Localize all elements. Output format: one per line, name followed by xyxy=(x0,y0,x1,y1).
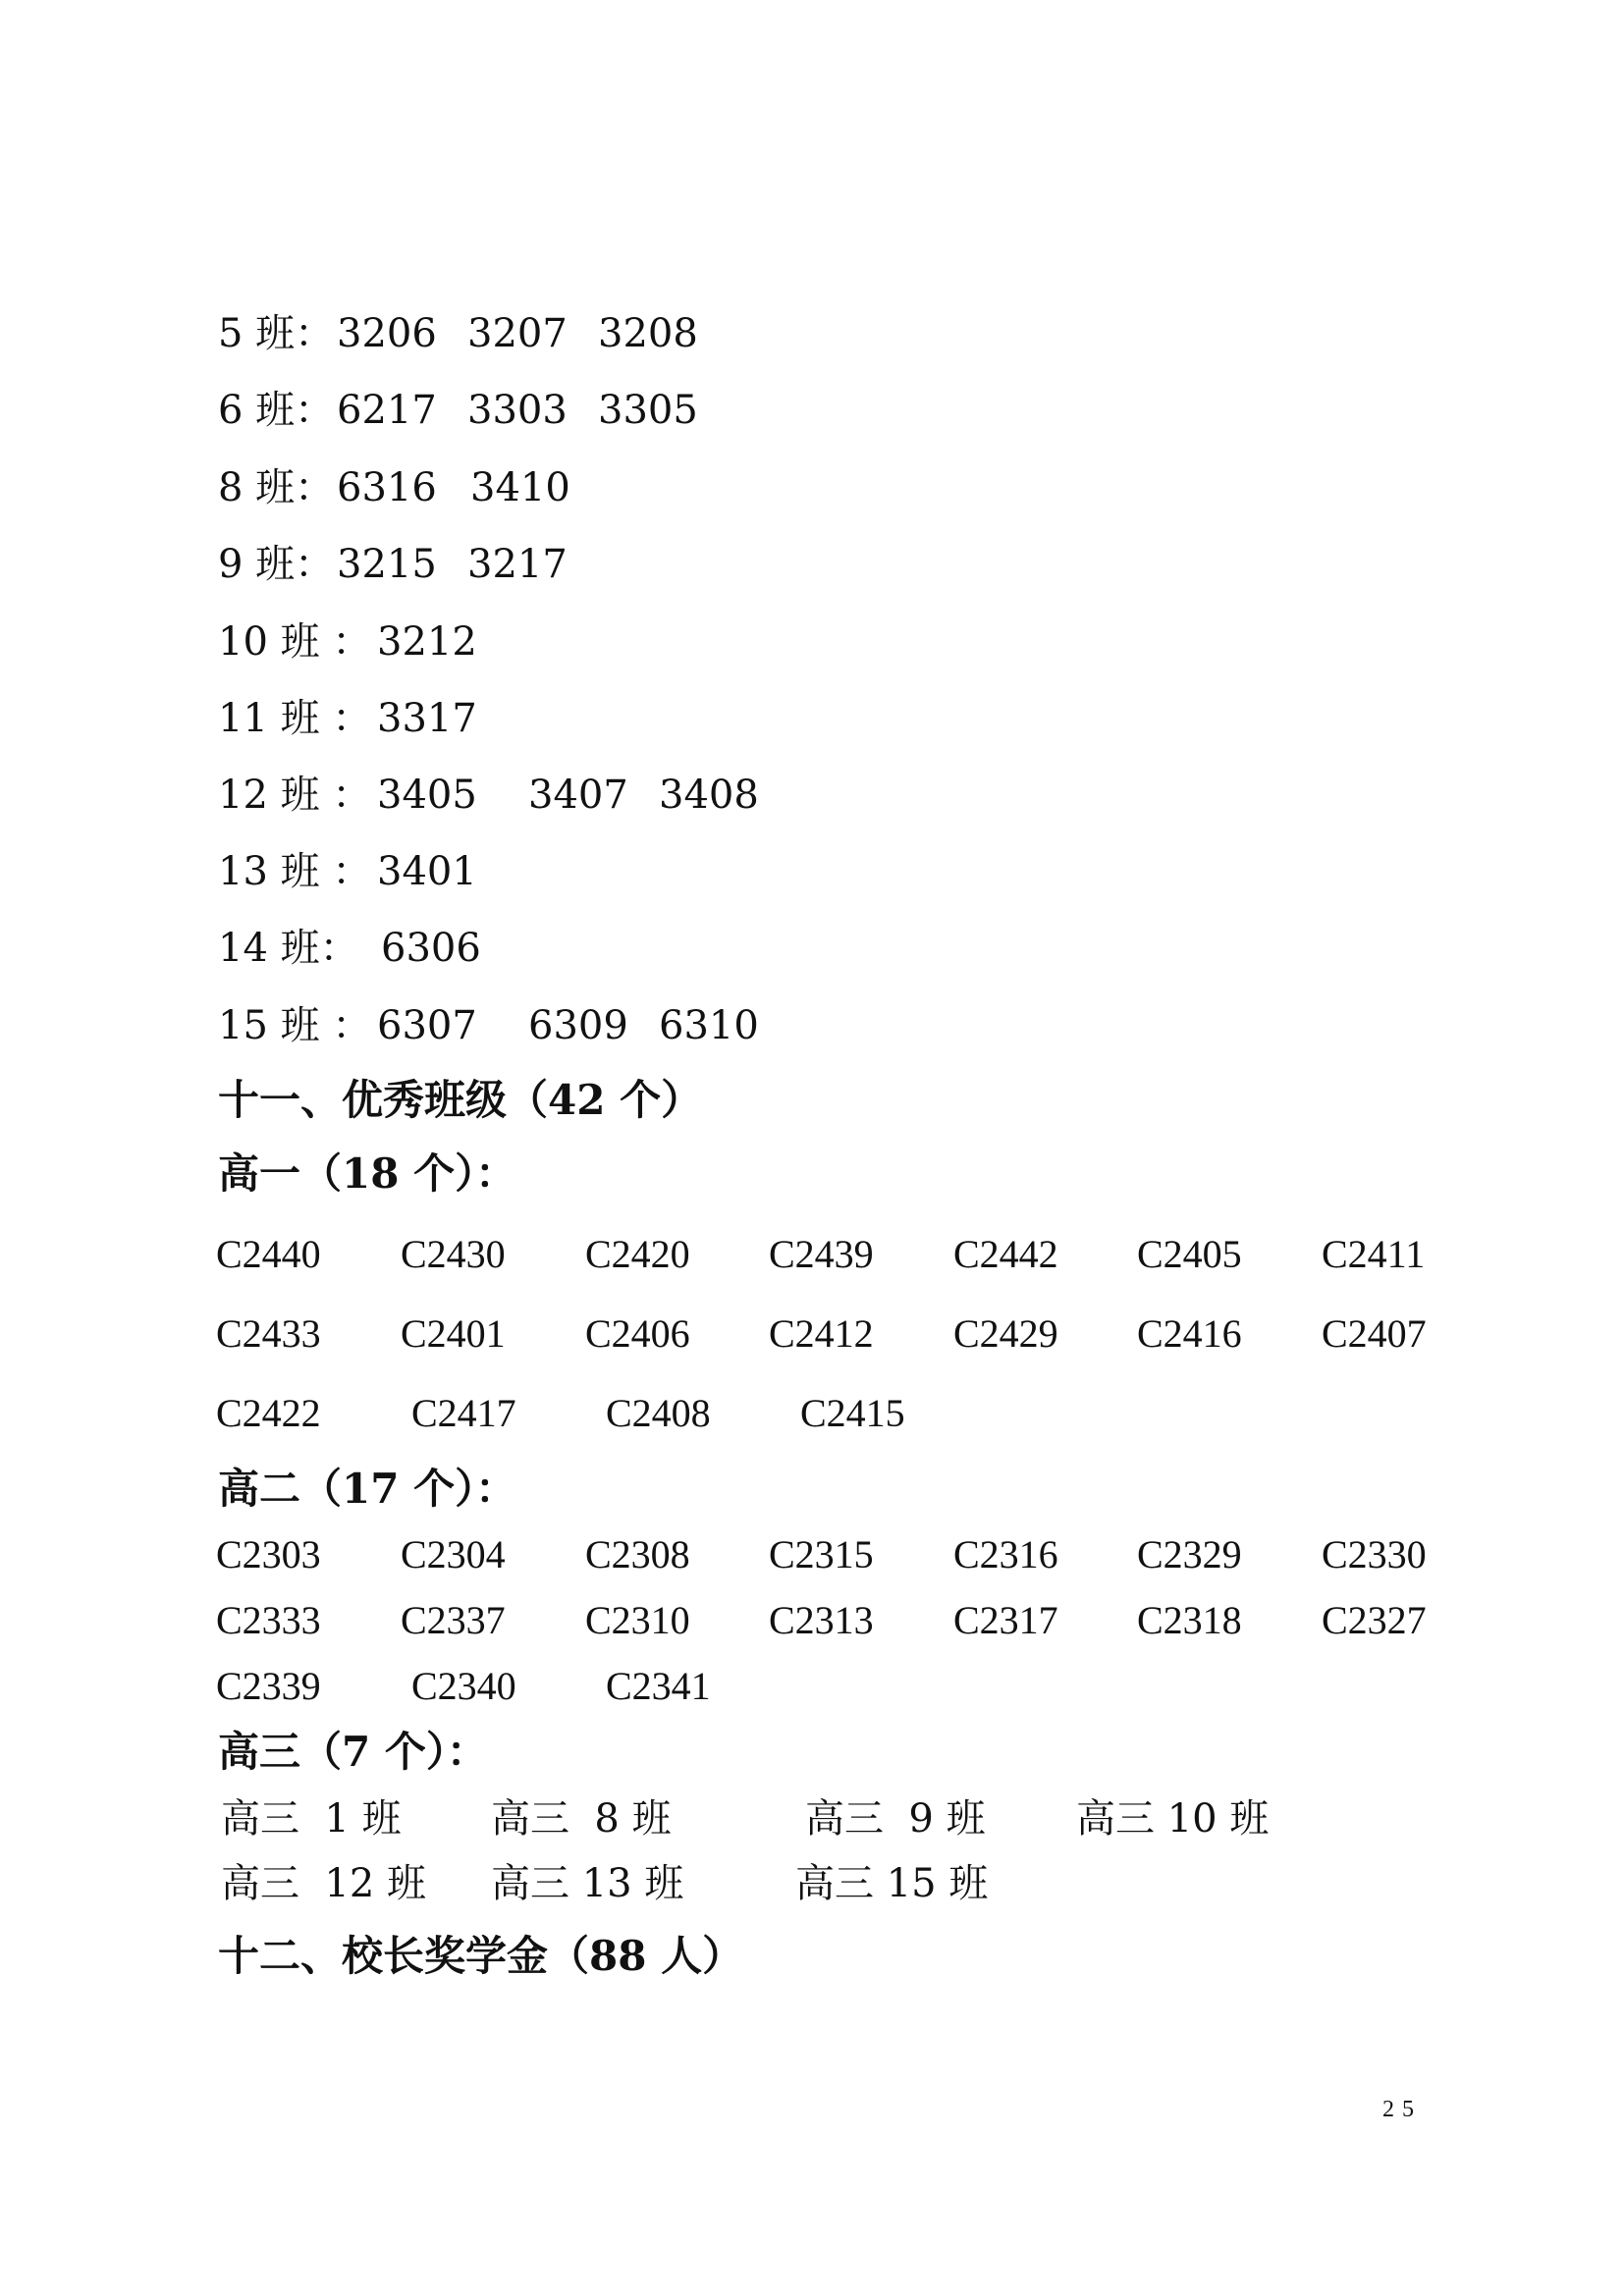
class-label: 10 班 ： xyxy=(218,619,372,665)
grade3-class: 高三 12 班 xyxy=(221,1861,427,1906)
class-code: C2327 xyxy=(1322,1598,1427,1642)
grade2-heading: 高二（17 个）： xyxy=(218,1465,517,1513)
page-number: 25 xyxy=(1382,2097,1422,2122)
student-id: 3401 xyxy=(377,849,477,894)
class-code: C2401 xyxy=(401,1311,506,1356)
student-id: 3206 xyxy=(337,311,437,356)
class-code: C2406 xyxy=(585,1311,690,1356)
student-id: 6306 xyxy=(381,926,481,971)
grade1-heading: 高一（18 个）： xyxy=(218,1149,517,1198)
student-id: 3212 xyxy=(377,619,477,665)
student-id: 3303 xyxy=(467,388,568,433)
student-id: 3408 xyxy=(659,773,759,818)
class-code: C2315 xyxy=(769,1532,874,1576)
student-id: 6309 xyxy=(528,1003,628,1048)
class-label: 13 班 ： xyxy=(218,849,372,894)
class-code: C2430 xyxy=(401,1232,506,1276)
class-code: C2310 xyxy=(585,1598,690,1642)
grade3-class: 高三 15 班 xyxy=(795,1861,989,1906)
class-label: 9 班： xyxy=(218,542,335,587)
class-code: C2420 xyxy=(585,1232,690,1276)
class-code: C2416 xyxy=(1137,1311,1242,1356)
class-code: C2422 xyxy=(216,1391,321,1435)
class-code: C2337 xyxy=(401,1598,506,1642)
class-code: C2316 xyxy=(953,1532,1058,1576)
class-code: C2313 xyxy=(769,1598,874,1642)
grade3-class: 高三 13 班 xyxy=(491,1861,684,1906)
class-code: C2303 xyxy=(216,1532,321,1576)
class-label: 14 班： xyxy=(218,926,359,971)
class-code: C2340 xyxy=(411,1664,516,1708)
class-code: C2408 xyxy=(606,1391,711,1435)
class-code: C2415 xyxy=(800,1391,905,1435)
student-id: 3207 xyxy=(467,311,568,356)
class-code: C2407 xyxy=(1322,1311,1427,1356)
grade3-class: 高三 8 班 xyxy=(491,1796,672,1842)
class-code: C2417 xyxy=(411,1391,516,1435)
section-heading: 十一、优秀班级（42 个） xyxy=(218,1076,703,1124)
class-code: C2330 xyxy=(1322,1532,1427,1576)
class-code: C2405 xyxy=(1137,1232,1242,1276)
grade3-class: 高三 10 班 xyxy=(1076,1796,1270,1842)
class-code: C2317 xyxy=(953,1598,1058,1642)
class-label: 5 班： xyxy=(218,311,335,356)
class-code: C2318 xyxy=(1137,1598,1242,1642)
class-code: C2341 xyxy=(606,1664,711,1708)
section-heading: 十二、校长奖学金（88 人） xyxy=(218,1932,744,1980)
student-id: 3407 xyxy=(528,773,628,818)
class-code: C2333 xyxy=(216,1598,321,1642)
student-id: 3410 xyxy=(470,465,570,510)
class-code: C2412 xyxy=(769,1311,874,1356)
student-id: 3215 xyxy=(337,542,437,587)
class-label: 8 班： xyxy=(218,465,335,510)
class-code: C2339 xyxy=(216,1664,321,1708)
student-id: 3208 xyxy=(598,311,698,356)
grade3-class: 高三 1 班 xyxy=(221,1796,402,1842)
class-label: 6 班： xyxy=(218,388,335,433)
class-code: C2442 xyxy=(953,1232,1058,1276)
class-code: C2429 xyxy=(953,1311,1058,1356)
student-id: 6316 xyxy=(337,465,437,510)
class-label: 15 班 ： xyxy=(218,1003,372,1048)
student-id: 3405 xyxy=(377,773,477,818)
class-code: C2433 xyxy=(216,1311,321,1356)
student-id: 3217 xyxy=(467,542,568,587)
grade3-heading: 高三（7 个）： xyxy=(218,1728,488,1776)
class-label: 12 班 ： xyxy=(218,773,372,818)
class-code: C2329 xyxy=(1137,1532,1242,1576)
class-code: C2411 xyxy=(1322,1232,1426,1276)
student-id: 3305 xyxy=(598,388,698,433)
student-id: 6310 xyxy=(659,1003,759,1048)
class-code: C2308 xyxy=(585,1532,690,1576)
class-label: 11 班 ： xyxy=(218,696,372,741)
class-code: C2439 xyxy=(769,1232,874,1276)
grade3-class: 高三 9 班 xyxy=(805,1796,986,1842)
student-id: 6307 xyxy=(377,1003,477,1048)
student-id: 3317 xyxy=(377,696,477,741)
class-code: C2440 xyxy=(216,1232,321,1276)
class-code: C2304 xyxy=(401,1532,506,1576)
student-id: 6217 xyxy=(337,388,437,433)
